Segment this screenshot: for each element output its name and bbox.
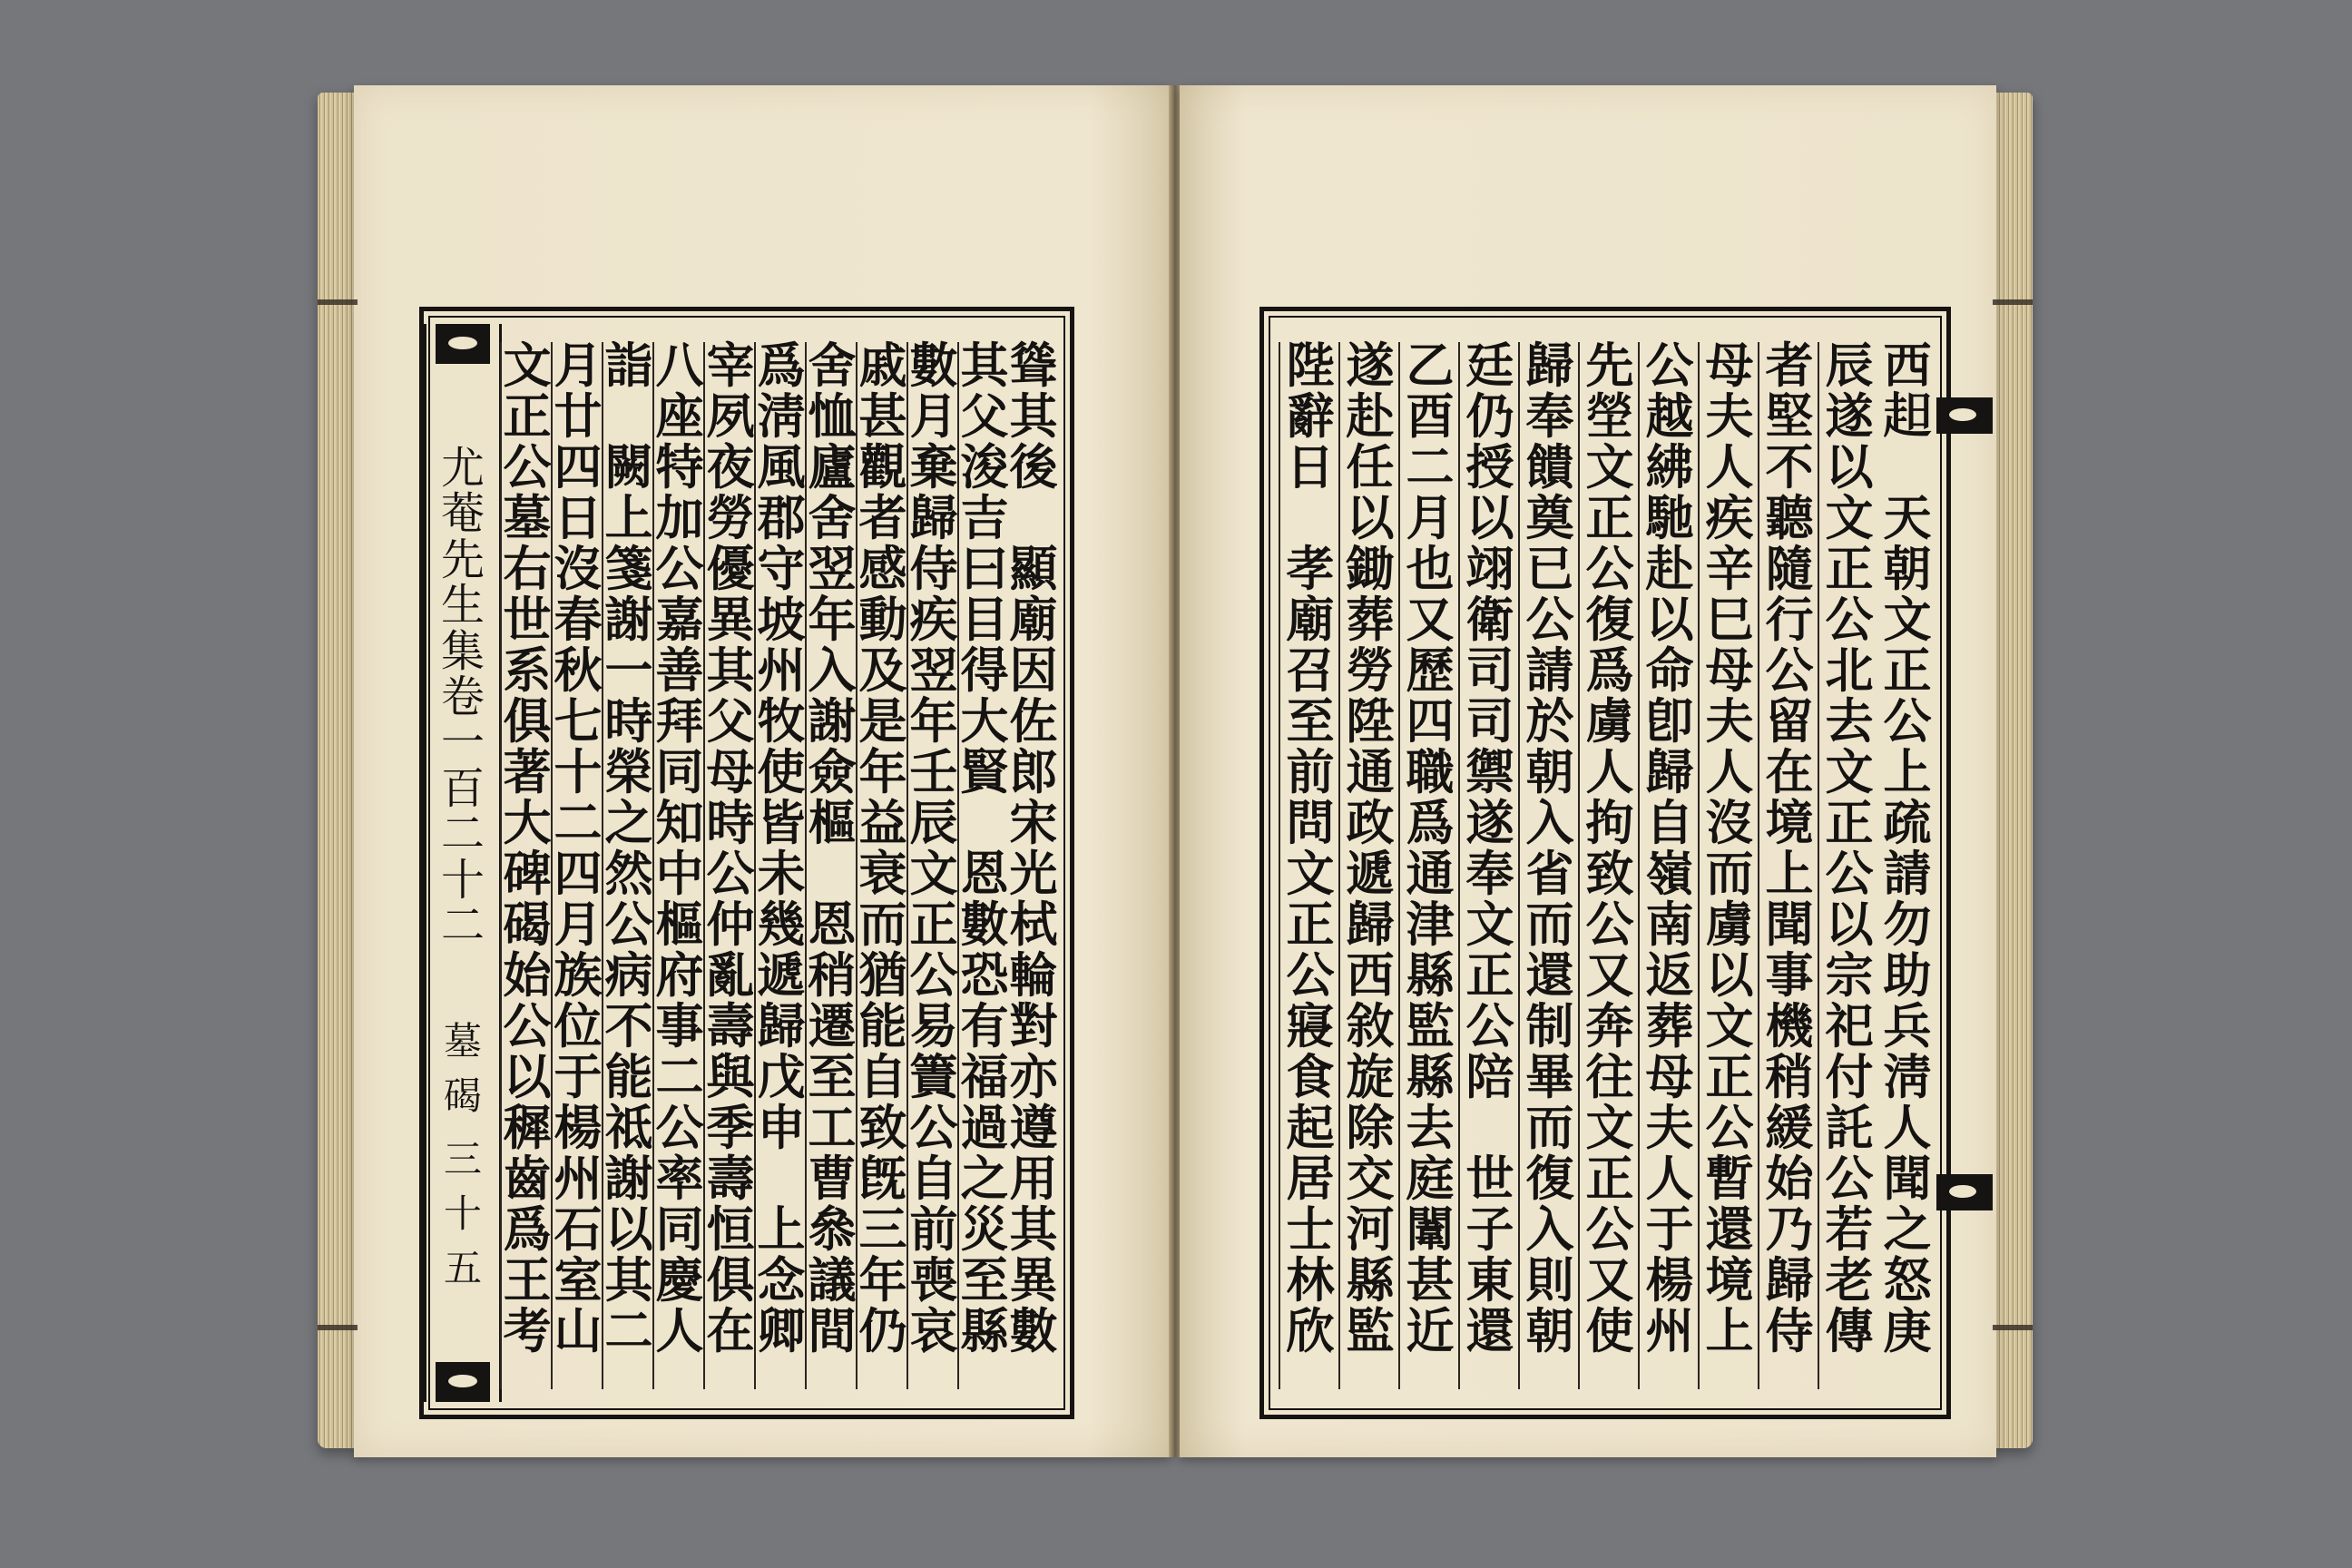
text-column: 歸 奉 饋 奠 已 公 請 於 朝 入 省 而 還 制 畢 而 復 入 則 朝 [1518,342,1580,1389]
text-column: 先 塋 文 正 公 復 爲 虜 人 拘 致 公 又 奔 往 文 正 公 又 使 [1578,342,1640,1389]
text-column: 遂 赴 任 以 鋤 葬 勞 陞 通 政 遞 歸 西 敘 旋 除 交 河 縣 監 [1338,342,1400,1389]
book-title: 尤 菴 先 生 集 卷 一 百 二 十 二 [440,443,485,951]
right-page [1180,85,1996,1457]
binding-stitch [318,299,358,305]
open-book [318,80,2033,1477]
fish-tail-mark-icon [1936,1174,1993,1210]
text-column: 舍 恤 廬 舍 翌 年 入 謝 僉 樞 恩 稍 遷 至 工 曹 叅 議 間 [805,342,858,1389]
binding-stitch [318,1325,358,1330]
left-page [354,85,1171,1457]
text-column: 乙 酉 二 月 也 又 歷 四 職 爲 通 津 縣 監 縣 去 庭 闈 甚 近 [1398,342,1460,1389]
fish-tail-mark-icon [436,1362,490,1402]
text-column: 數 月 棄 歸 侍 疾 翌 年 壬 辰 文 正 公 易 簀 公 自 前 喪 哀 [906,342,959,1389]
text-column: 辰 遂 以 文 正 公 北 去 文 正 公 以 宗 祀 付 託 公 若 老 傳 [1818,342,1879,1389]
text-column: 陛 辭 日 孝 廟 召 至 前 問 文 正 公 寢 食 起 居 士 林 欣 [1279,342,1340,1389]
text-column: 月 廿 四 日 沒 春 秋 七 十 二 四 月 族 位 于 楊 州 石 室 山 [551,342,603,1389]
text-column: 者 堅 不 聽 隨 行 公 留 在 境 上 聞 事 機 稍 緩 始 乃 歸 侍 [1758,342,1819,1389]
fish-tail-mark-icon [436,324,490,364]
left-page-edges [318,93,358,1448]
text-column: 公 越 紼 馳 赴 以 命 卽 歸 自 嶺 南 返 葬 母 夫 人 于 楊 州 [1638,342,1700,1389]
text-column: 爲 淸 風 郡 守 坡 州 牧 使 皆 未 幾 遞 歸 戊 申 上 念 卿 [754,342,807,1389]
right-page-edges [1993,93,2033,1448]
text-column: 詣 闕 上 箋 謝 一 時 榮 之 然 公 病 不 能 祗 謝 以 其 二 [602,342,654,1389]
text-column: 文 正 公 墓 右 世 系 俱 著 大 碑 碣 始 公 以 穉 齒 爲 王 考 [500,342,553,1389]
text-column: 西 𧺝 天 朝 文 正 公 上 疏 請 勿 助 兵 淸 人 聞 之 怒 庚 [1883,338,1932,1359]
fish-tail-mark-icon [1936,397,1993,434]
text-column: 八 座 特 加 公 嘉 善 拜 同 知 中 樞 府 事 二 公 率 同 慶 人 [652,342,705,1389]
text-column: 廷 仍 授 以 翊 衛 司 司 禦 遂 奉 文 正 公 陪 世 子 東 還 [1458,342,1520,1389]
text-column: 聳 其 後 顯 廟 因 佐 郎 宋 光 栻 輪 對 亦 遵 用 其 異 數 [1009,338,1058,1359]
text-column: 宰 夙 夜 勞 優 異 其 父 母 時 公 仲 亂 壽 與 季 壽 恒 俱 在 [703,342,756,1389]
page-number: 三 十 五 [443,1137,482,1290]
binding-stitch [1993,1325,2033,1330]
left-text-frame [419,307,1074,1419]
text-column: 其 父 浚 吉 曰 目 得 大 賢 恩 數 恐 有 福 過 之 災 至 縣 [957,342,1010,1389]
text-column: 母 夫 人 疾 辛 巳 母 夫 人 沒 而 虜 以 文 正 公 暫 還 境 上 [1698,342,1759,1389]
text-column: 戚 甚 觀 者 感 動 及 是 年 益 衰 而 猶 能 自 致 旣 三 年 仍 [856,342,908,1389]
binding-stitch [1993,299,2033,305]
section-label: 墓 碣 [443,1019,482,1119]
right-text-frame [1259,307,1951,1419]
center-strip [424,324,502,1402]
